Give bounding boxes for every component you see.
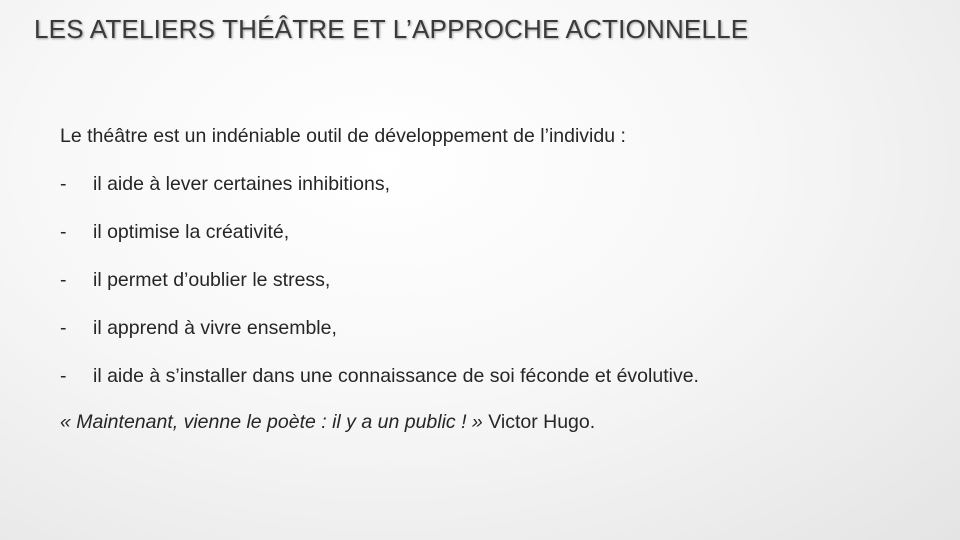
list-item — [60, 216, 920, 264]
bullet-dash: - — [60, 269, 67, 291]
slide-body — [60, 120, 920, 438]
list-item — [60, 264, 920, 312]
list-item-text: il apprend à vivre ensemble, — [93, 317, 337, 339]
list-item — [60, 360, 920, 408]
list-item-text: il optimise la créativité, — [93, 221, 290, 243]
list-item-text: il aide à s’installer dans une connaissance de soi féconde et évolutive. — [93, 365, 699, 387]
bullet-dash: - — [60, 221, 67, 243]
bullet-dash: - — [60, 317, 67, 339]
list-item — [60, 168, 920, 216]
list-item — [60, 312, 920, 360]
quote-author: Victor Hugo. — [488, 411, 596, 433]
bullet-list — [60, 168, 920, 408]
slide-title: LES ATELIERS THÉÂTRE ET L’APPROCHE ACTIONNELLE — [34, 14, 749, 44]
intro-text: Le théâtre est un indéniable outil de développement de l’individu : — [60, 125, 626, 147]
quote-line — [60, 406, 920, 438]
list-item-text: il aide à lever certaines inhibitions, — [93, 173, 390, 195]
list-item-text: il permet d’oublier le stress, — [93, 269, 331, 291]
bullet-dash: - — [60, 173, 67, 195]
bullet-dash: - — [60, 365, 67, 387]
quote-text: « Maintenant, vienne le poète : il y a un public ! » — [60, 411, 483, 433]
